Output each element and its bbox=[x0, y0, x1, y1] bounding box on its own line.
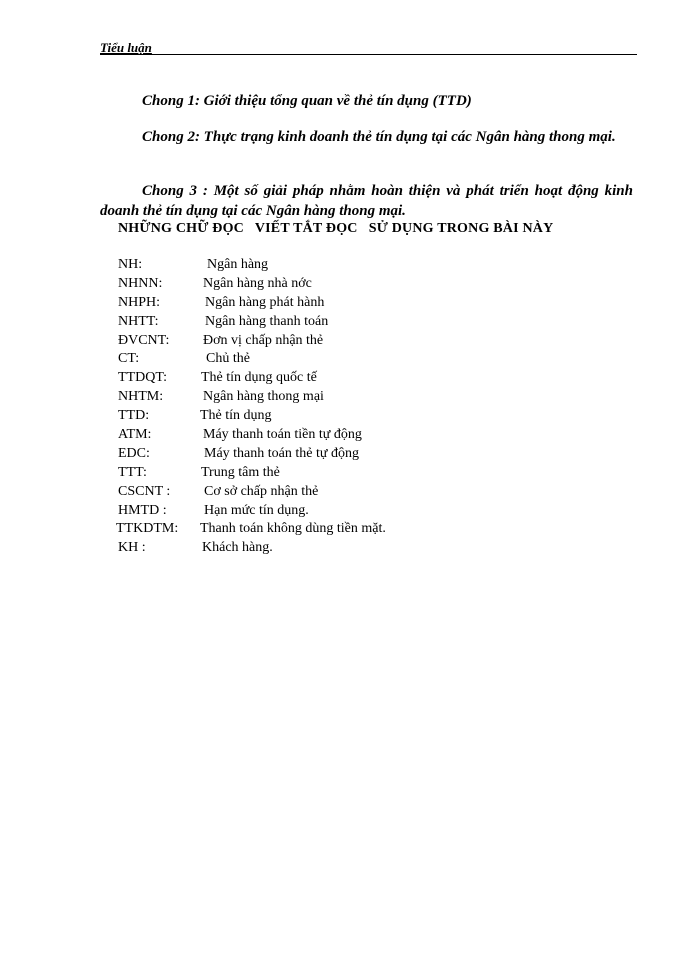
abbreviation-code: CT: bbox=[118, 351, 140, 367]
abbreviation-code: NHTM: bbox=[118, 389, 164, 405]
chapter-2-text: Chong 2: Thực trạng kinh doanh thẻ tín dụng tại các Ngân hàng thong mại. bbox=[142, 129, 616, 145]
abbreviation-code: ĐVCNT: bbox=[118, 332, 170, 348]
abbreviation-meaning: Ngân hàng nhà nớc bbox=[203, 275, 312, 291]
abbreviation-code: TTKDTM: bbox=[116, 521, 179, 537]
abbreviation-code: KH : bbox=[118, 540, 146, 556]
header-rule bbox=[100, 54, 637, 55]
abbreviation-meaning: Khách hàng. bbox=[202, 540, 273, 556]
abbreviation-code: TTD: bbox=[118, 408, 150, 424]
chapter-2-summary bbox=[100, 127, 633, 147]
abbreviation-code: TTT: bbox=[118, 464, 147, 480]
abbreviation-code: NHTT: bbox=[118, 313, 159, 329]
chapter-1-summary bbox=[100, 91, 633, 111]
chapter-3-text: Chong 3 : Một số giải pháp nhằm hoàn thiện và phát triển hoạt động kinh doanh thẻ tín dụng tại các Ngân hàng thong mại. bbox=[100, 183, 633, 219]
abbreviation-code: NHPH: bbox=[118, 294, 161, 310]
chapter-1-text: Chong 1: Giới thiệu tổng quan về thẻ tín dụng (TTD) bbox=[142, 93, 472, 109]
abbreviation-code: EDC: bbox=[118, 445, 150, 461]
abbreviation-meaning: Máy thanh toán tiền tự động bbox=[203, 427, 362, 443]
chapter-3-summary bbox=[100, 181, 633, 221]
abbreviation-meaning: Máy thanh toán thẻ tự động bbox=[204, 445, 359, 461]
abbreviation-meaning: Thanh toán không dùng tiền mặt. bbox=[200, 521, 386, 537]
abbreviation-code: NH: bbox=[118, 257, 143, 272]
abbreviation-meaning: Trung tâm thẻ bbox=[201, 464, 280, 480]
abbreviation-meaning: Đơn vị chấp nhận thẻ bbox=[203, 332, 324, 348]
abbreviation-meaning: Chủ thẻ bbox=[206, 351, 250, 367]
abbreviation-code: HMTD : bbox=[118, 502, 167, 518]
abbreviation-code: TTDQT: bbox=[118, 370, 168, 386]
abbreviation-meaning: Cơ sở chấp nhận thẻ bbox=[204, 483, 319, 499]
abbreviation-meaning: Ngân hàng thanh toán bbox=[205, 313, 329, 329]
abbreviation-meaning: Hạn mức tín dụng. bbox=[204, 502, 309, 518]
abbreviation-code: NHNN: bbox=[118, 275, 163, 291]
abbreviation-code: ATM: bbox=[118, 427, 152, 443]
abbreviation-meaning: Ngân hàng thong mại bbox=[203, 389, 324, 405]
abbreviation-meaning: Thẻ tín dụng quốc tế bbox=[201, 370, 317, 386]
abbreviation-meaning: Ngân hàng phát hành bbox=[205, 294, 325, 310]
header-label: Tiểu luận bbox=[100, 40, 152, 55]
abbreviation-meaning: Thẻ tín dụng bbox=[200, 408, 272, 424]
abbreviations-heading: NHỮNG CHỮ ĐỌC VIẾT TẮT ĐỌC SỬ DỤNG TRONG BÀI NÀY bbox=[118, 221, 554, 236]
abbreviation-meaning: Ngân hàng bbox=[207, 257, 269, 272]
abbreviation-code: CSCNT : bbox=[118, 483, 171, 499]
